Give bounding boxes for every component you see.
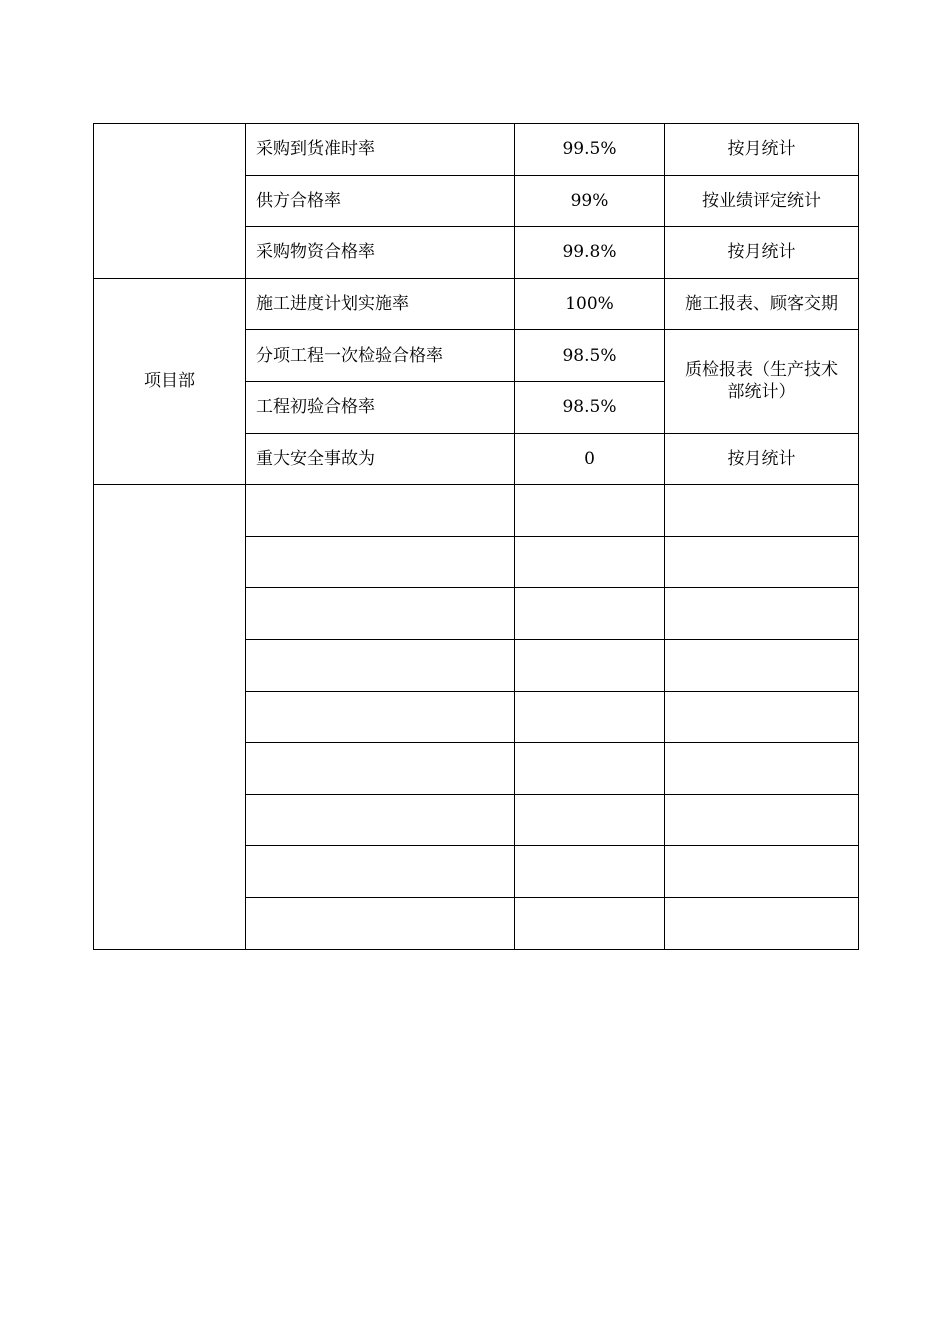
table-row (94, 124, 859, 176)
target-cell: 99% (515, 175, 665, 227)
item-cell (246, 588, 515, 640)
item-cell (246, 897, 515, 949)
target-cell: 0 (515, 433, 665, 485)
method-cell (665, 588, 859, 640)
method-cell (665, 485, 859, 537)
item-cell (246, 639, 515, 691)
method-cell: 按月统计 (665, 227, 859, 279)
item-cell: 供方合格率 (246, 175, 515, 227)
method-cell: 按月统计 (665, 124, 859, 176)
item-cell: 重大安全事故为 (246, 433, 515, 485)
item-cell (246, 846, 515, 898)
target-cell (515, 794, 665, 846)
target-cell: 98.5% (515, 381, 665, 433)
item-cell (246, 794, 515, 846)
item-cell: 施工进度计划实施率 (246, 278, 515, 330)
method-cell (665, 794, 859, 846)
department-cell-procurement (94, 124, 246, 279)
target-cell (515, 897, 665, 949)
method-cell: 按月统计 (665, 433, 859, 485)
method-cell (665, 846, 859, 898)
target-cell (515, 846, 665, 898)
department-cell-project: 项目部 (94, 278, 246, 484)
item-cell: 工程初验合格率 (246, 381, 515, 433)
target-cell (515, 588, 665, 640)
target-cell: 98.5% (515, 330, 665, 382)
department-cell-empty (94, 485, 246, 949)
target-cell: 99.5% (515, 124, 665, 176)
target-cell (515, 536, 665, 588)
table-row (94, 278, 859, 330)
method-cell (665, 691, 859, 743)
item-cell: 采购物资合格率 (246, 227, 515, 279)
method-cell (665, 639, 859, 691)
method-cell (665, 743, 859, 795)
method-cell: 按业绩评定统计 (665, 175, 859, 227)
item-cell: 采购到货准时率 (246, 124, 515, 176)
method-cell (665, 897, 859, 949)
target-cell (515, 639, 665, 691)
objectives-table (93, 123, 859, 950)
item-cell (246, 691, 515, 743)
method-cell: 质检报表（生产技术部统计） (665, 330, 859, 433)
item-cell (246, 536, 515, 588)
target-cell (515, 743, 665, 795)
item-cell: 分项工程一次检验合格率 (246, 330, 515, 382)
target-cell: 100% (515, 278, 665, 330)
target-cell (515, 691, 665, 743)
method-cell (665, 536, 859, 588)
table-body (94, 124, 859, 950)
item-cell (246, 485, 515, 537)
item-cell (246, 743, 515, 795)
target-cell (515, 485, 665, 537)
table-row-empty (94, 485, 859, 537)
method-cell: 施工报表、顾客交期 (665, 278, 859, 330)
target-cell: 99.8% (515, 227, 665, 279)
